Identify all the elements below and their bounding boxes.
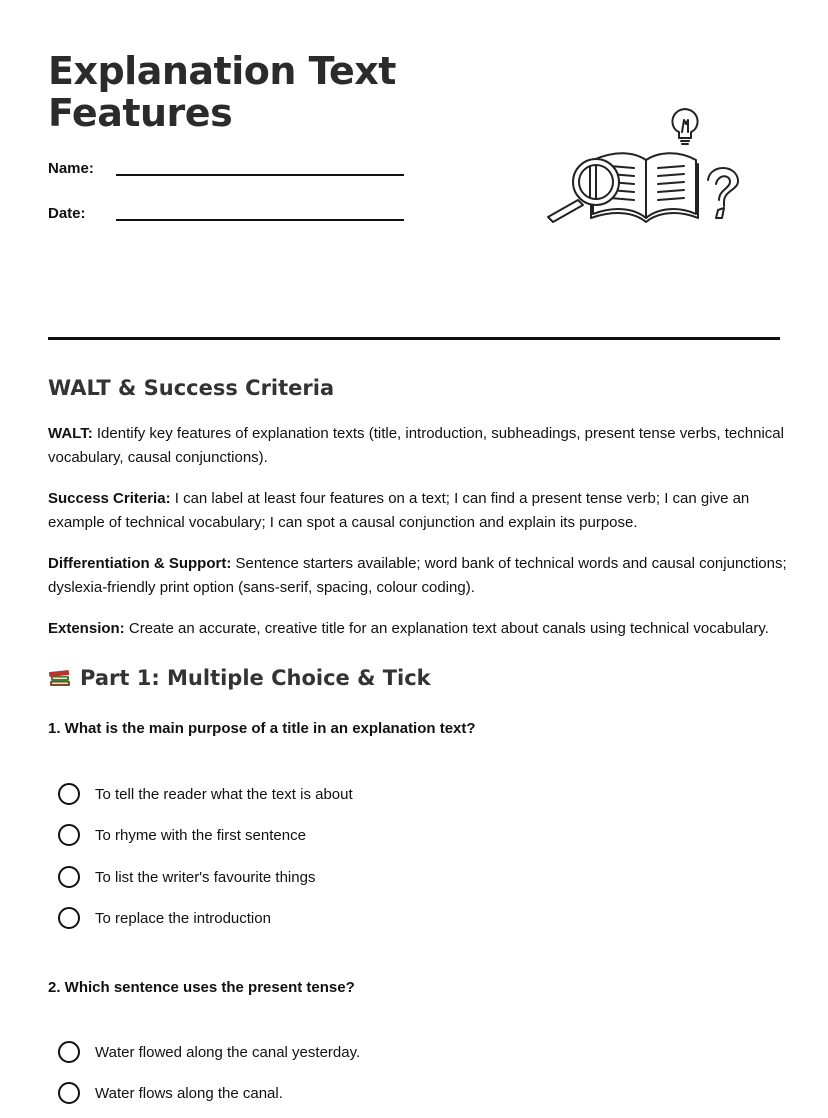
book-magnifier-illustration (538, 102, 748, 228)
differentiation-label: Differentiation & Support: (48, 555, 232, 572)
lightbulb-icon (672, 109, 697, 144)
q1-option-2[interactable] (58, 823, 306, 847)
option-text: To replace the introduction (95, 909, 271, 927)
name-label: Name: (48, 160, 94, 177)
question-1: 1. What is the main purpose of a title in an explanation text? (48, 720, 476, 737)
name-line[interactable] (116, 174, 404, 176)
radio-button[interactable] (58, 1082, 80, 1104)
radio-button[interactable] (58, 824, 80, 846)
radio-button[interactable] (58, 907, 80, 929)
page-title (48, 50, 396, 134)
question-2: 2. Which sentence uses the present tense? (48, 979, 355, 996)
extension-text: Create an accurate, creative title for an explanation text about canals using technical vocabulary. (124, 620, 769, 637)
extension-paragraph (48, 617, 788, 641)
q1-option-4[interactable] (58, 906, 271, 930)
title-line-1: Explanation Text (48, 49, 396, 93)
q1-option-3[interactable] (58, 865, 315, 889)
name-field[interactable] (48, 160, 116, 177)
q1-option-1[interactable] (58, 782, 353, 806)
q2-option-1[interactable] (58, 1040, 360, 1064)
option-text: To tell the reader what the text is about (95, 785, 353, 803)
header-divider (48, 337, 780, 340)
radio-button[interactable] (58, 783, 80, 805)
books-icon (48, 668, 72, 688)
option-text: Water flowed along the canal yesterday. (95, 1043, 361, 1061)
walt-paragraph (48, 422, 788, 470)
extension-label: Extension: (48, 620, 125, 637)
date-label: Date: (48, 205, 86, 222)
option-text: To rhyme with the first sentence (95, 826, 306, 844)
walt-text: Identify key features of explanation texts (title, introduction, subheadings, present tense verbs, technical vocabulary, causal conjunctions). (48, 425, 784, 466)
q2-option-2[interactable] (58, 1081, 283, 1105)
walt-label: WALT: (48, 425, 93, 442)
part1-heading-text: Part 1: Multiple Choice & Tick (80, 666, 431, 690)
differentiation-text: Sentence starters available; word bank of technical words and causal conjunctions; dyslexia-friendly print option (sans-serif, spacing, colour coding). (48, 555, 787, 596)
success-label: Success Criteria: (48, 490, 171, 507)
magnifying-glass-icon (548, 159, 619, 222)
part1-heading (48, 666, 431, 690)
option-text: To list the writer's favourite things (95, 868, 316, 886)
walt-heading: WALT & Success Criteria (48, 376, 335, 400)
success-criteria-paragraph (48, 487, 788, 535)
success-text: I can label at least four features on a text; I can find a present tense verb; I can give an example of technical vocabulary; I can spot a causal conjunction and explain its purpose. (48, 490, 750, 531)
differentiation-paragraph (48, 552, 788, 600)
radio-button[interactable] (58, 866, 80, 888)
radio-button[interactable] (58, 1041, 80, 1063)
question-mark-icon (708, 168, 738, 218)
date-line[interactable] (116, 219, 404, 221)
date-field[interactable] (48, 205, 116, 222)
option-text: Water flows along the canal. (95, 1084, 283, 1102)
title-line-2: Features (48, 91, 233, 135)
